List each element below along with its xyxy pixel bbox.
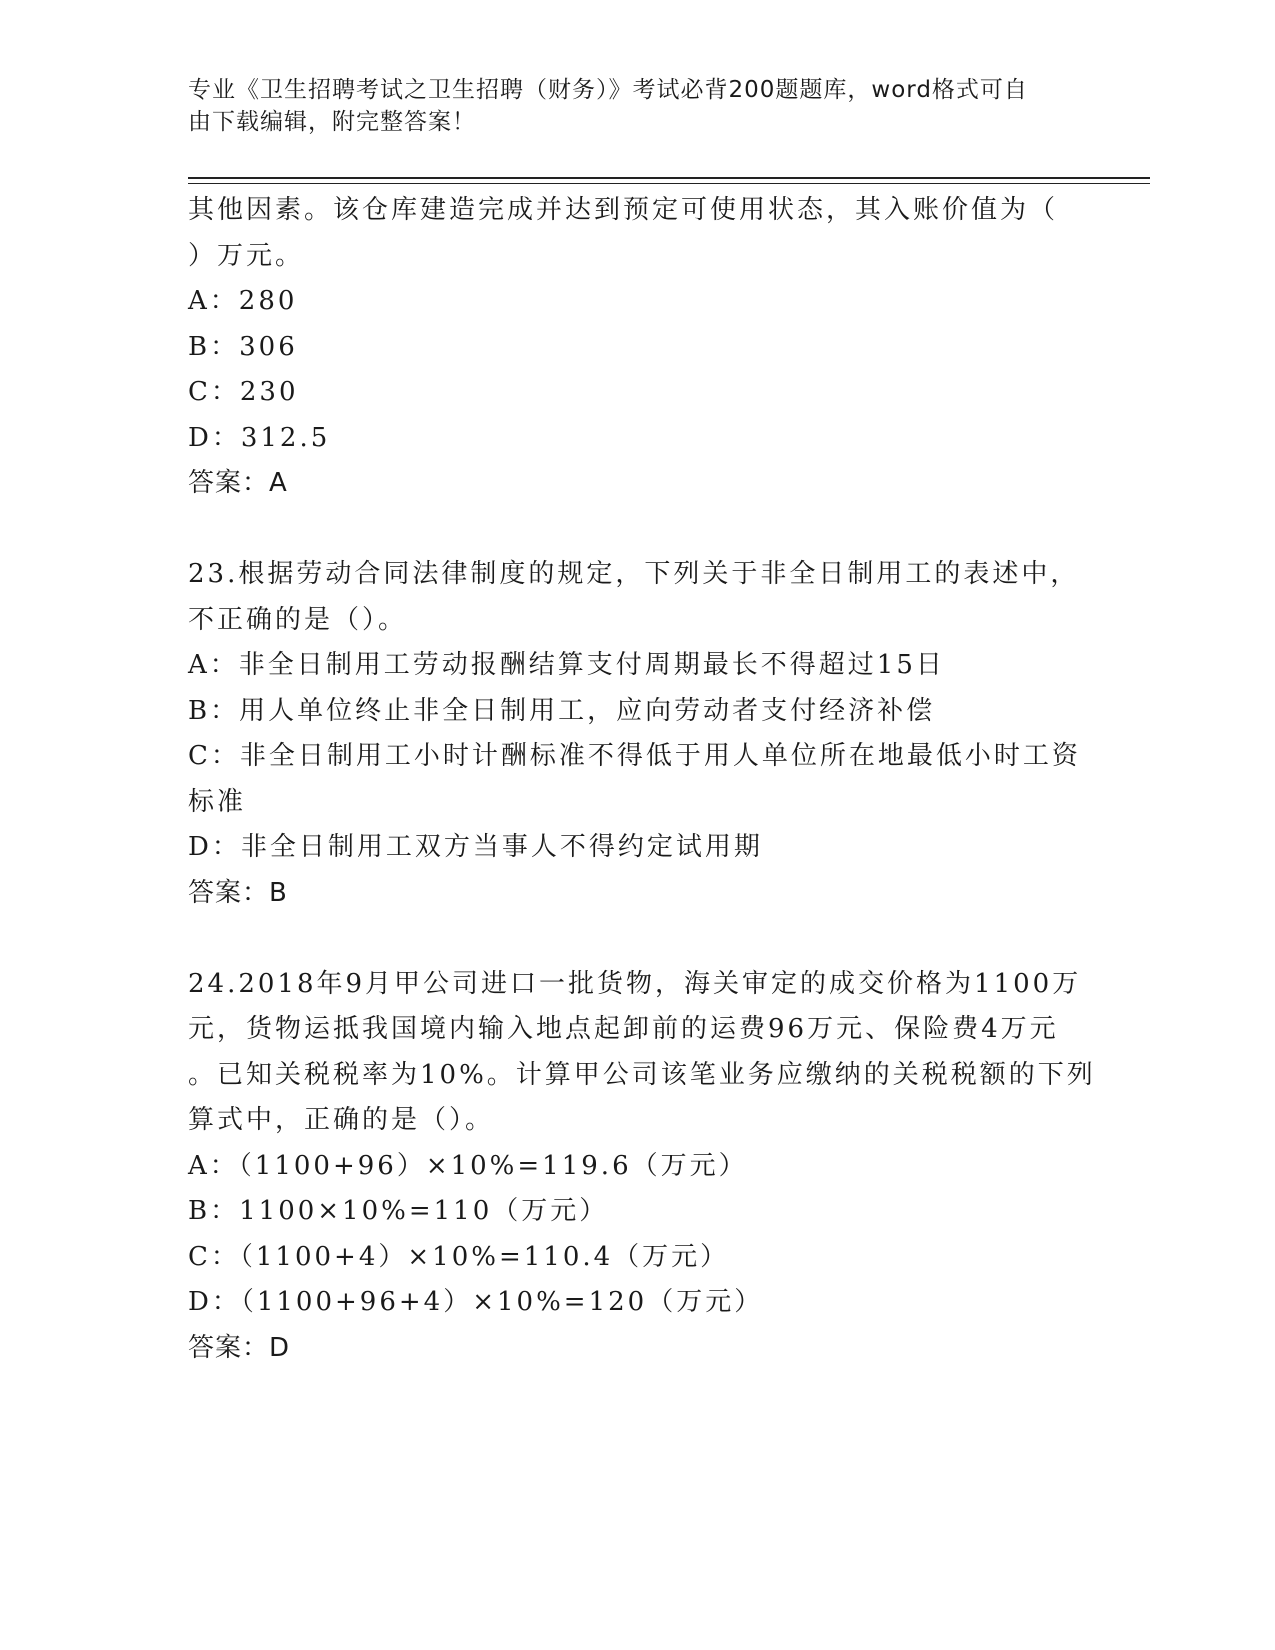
header-rule-thick — [188, 177, 1150, 179]
question-stem: 23.根据劳动合同法律制度的规定，下列关于非全日制用工的表述中， — [188, 559, 1080, 589]
option-a: A：280 — [188, 286, 298, 316]
spacer — [188, 916, 1088, 962]
spacer — [188, 507, 1088, 553]
document-body — [188, 188, 1096, 1371]
question-stem: 不正确的是（）。 — [188, 604, 408, 635]
question-stem: 算式中，正确的是（）。 — [188, 1105, 495, 1135]
question-22 — [188, 188, 1088, 507]
header-rule-thin — [188, 183, 1150, 184]
option-c: C：（1100+4）×10%=110.4（万元） — [188, 1241, 730, 1272]
option-c-continued: 标准 — [188, 786, 247, 817]
answer: 答案：B — [188, 877, 288, 908]
question-stem: 。已知关税税率为10%。计算甲公司该笔业务应缴纳的关税税额的下列 — [188, 1059, 1096, 1090]
header-line-1: 专业《卫生招聘考试之卫生招聘（财务）》考试必背200题题库，word格式可自 — [188, 77, 1028, 103]
option-c: C：非全日制用工小时计酬标准不得低于用人单位所在地最低小时工资 — [188, 741, 1081, 771]
document-header — [188, 74, 1088, 138]
option-b: B：用人单位终止非全日制用工，应向劳动者支付经济补偿 — [188, 695, 936, 726]
option-d: D：312.5 — [188, 422, 331, 453]
option-a: A：（1100+96）×10%=119.6（万元） — [188, 1150, 748, 1181]
question-24 — [188, 962, 1096, 1372]
option-a: A：非全日制用工劳动报酬结算支付周期最长不得超过15日 — [188, 650, 945, 680]
header-line-2: 由下载编辑，附完整答案！ — [188, 109, 476, 135]
option-d: D：（1100+96+4）×10%=120（万元） — [188, 1287, 764, 1317]
question-stem: 元，货物运抵我国境内输入地点起卸前的运费96万元、保险费4万元 — [188, 1014, 1059, 1044]
question-stem: ）万元。 — [188, 240, 305, 271]
question-23 — [188, 552, 1088, 916]
option-d: D：非全日制用工双方当事人不得约定试用期 — [188, 832, 763, 862]
answer: 答案：D — [188, 1332, 291, 1363]
option-b: B：1100×10%=110（万元） — [188, 1196, 609, 1226]
question-stem: 其他因素。该仓库建造完成并达到预定可使用状态，其入账价值为（ — [188, 195, 1059, 225]
option-b: B：306 — [188, 331, 298, 362]
question-stem: 24.2018年9月甲公司进口一批货物，海关审定的成交价格为1100万 — [188, 968, 1082, 999]
option-c: C：230 — [188, 377, 299, 407]
answer: 答案：A — [188, 468, 288, 498]
